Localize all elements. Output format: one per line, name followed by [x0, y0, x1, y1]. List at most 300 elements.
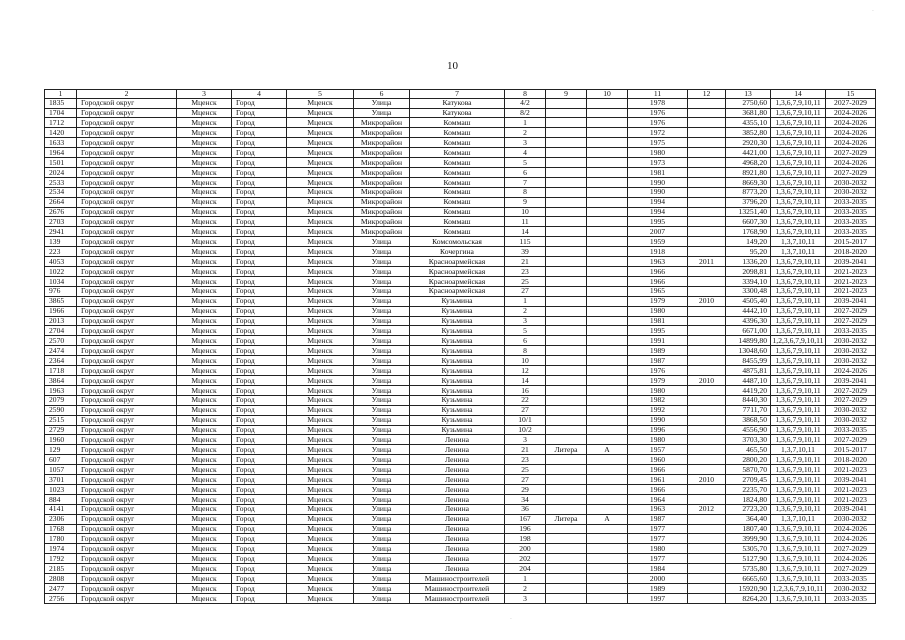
- table-row: [45, 385, 876, 395]
- settlement-type-cell: Город: [232, 356, 287, 366]
- year-built-cell: 1980: [628, 435, 688, 445]
- record-id-cell: 1963: [45, 385, 77, 395]
- reconstruction-year-cell: [688, 197, 726, 207]
- building-litera-cell: [546, 524, 587, 534]
- municipality-cell: Мценск: [177, 128, 232, 138]
- street-type-cell: Улица: [354, 316, 410, 326]
- building-letter-cell: [587, 405, 628, 415]
- building-letter-cell: [587, 167, 628, 177]
- municipality-cell: Мценск: [177, 405, 232, 415]
- house-number-cell: 4: [505, 148, 546, 158]
- settlement-type-cell: Город: [232, 484, 287, 494]
- reconstruction-year-cell: [688, 158, 726, 168]
- planned-period-cell: 2024-2026: [826, 118, 876, 128]
- municipality-type-cell: Городской округ: [77, 128, 177, 138]
- reconstruction-year-cell: [688, 593, 726, 603]
- building-letter-cell: [587, 138, 628, 148]
- record-id-cell: 1633: [45, 138, 77, 148]
- municipality-type-cell: Городской округ: [77, 247, 177, 257]
- building-litera-cell: [546, 425, 587, 435]
- year-built-cell: 1989: [628, 346, 688, 356]
- area-cell: 8455,99: [726, 356, 771, 366]
- work-types-cell: 1,3,6,7,9,10,11: [771, 465, 826, 475]
- planned-period-cell: 2033-2035: [826, 425, 876, 435]
- municipality-type-cell: Городской округ: [77, 544, 177, 554]
- planned-period-cell: 2030-2032: [826, 336, 876, 346]
- settlement-type-cell: Город: [232, 465, 287, 475]
- municipality-cell: Мценск: [177, 574, 232, 584]
- planned-period-cell: 2021-2023: [826, 465, 876, 475]
- year-built-cell: 1959: [628, 237, 688, 247]
- settlement-cell: Мценск: [287, 455, 354, 465]
- settlement-type-cell: Город: [232, 514, 287, 524]
- area-cell: 5870,70: [726, 465, 771, 475]
- house-number-cell: 204: [505, 564, 546, 574]
- house-number-cell: 3: [505, 593, 546, 603]
- area-cell: 3796,20: [726, 197, 771, 207]
- municipality-type-cell: Городской округ: [77, 405, 177, 415]
- house-number-cell: 29: [505, 484, 546, 494]
- table-row: [45, 326, 876, 336]
- table-row: [45, 207, 876, 217]
- settlement-cell: Мценск: [287, 593, 354, 603]
- building-litera-cell: [546, 475, 587, 485]
- work-types-cell: 1,3,6,7,9,10,11: [771, 128, 826, 138]
- area-cell: 364,40: [726, 514, 771, 524]
- area-cell: 13251,40: [726, 207, 771, 217]
- street-name-cell: Коммаш: [410, 207, 505, 217]
- area-cell: 6665,60: [726, 574, 771, 584]
- building-letter-cell: [587, 534, 628, 544]
- municipality-type-cell: Городской округ: [77, 227, 177, 237]
- settlement-type-cell: Город: [232, 574, 287, 584]
- street-type-cell: Улица: [354, 584, 410, 594]
- house-number-cell: 1: [505, 118, 546, 128]
- municipality-type-cell: Городской округ: [77, 118, 177, 128]
- planned-period-cell: 2024-2026: [826, 138, 876, 148]
- street-name-cell: Ленина: [410, 554, 505, 564]
- municipality-cell: Мценск: [177, 584, 232, 594]
- municipality-type-cell: Городской округ: [77, 514, 177, 524]
- work-types-cell: 1,3,6,7,9,10,11: [771, 593, 826, 603]
- table-row: [45, 167, 876, 177]
- street-name-cell: Ленина: [410, 524, 505, 534]
- settlement-cell: Мценск: [287, 554, 354, 564]
- record-id-cell: 2306: [45, 514, 77, 524]
- work-types-cell: 1,3,6,7,9,10,11: [771, 326, 826, 336]
- settlement-cell: Мценск: [287, 445, 354, 455]
- municipality-cell: Мценск: [177, 445, 232, 455]
- building-letter-cell: [587, 554, 628, 564]
- street-type-cell: Микрорайон: [354, 217, 410, 227]
- column-number: 9: [546, 90, 587, 99]
- record-id-cell: 607: [45, 455, 77, 465]
- house-number-cell: 21: [505, 257, 546, 267]
- table-row: [45, 217, 876, 227]
- building-litera-cell: [546, 395, 587, 405]
- work-types-cell: 1,3,6,7,9,10,11: [771, 484, 826, 494]
- work-types-cell: 1,3,6,7,9,10,11: [771, 207, 826, 217]
- planned-period-cell: 2024-2026: [826, 128, 876, 138]
- settlement-cell: Мценск: [287, 524, 354, 534]
- area-cell: 8921,80: [726, 167, 771, 177]
- work-types-cell: 1,3,6,7,9,10,11: [771, 504, 826, 514]
- settlement-type-cell: Город: [232, 177, 287, 187]
- house-number-cell: 167: [505, 514, 546, 524]
- work-types-cell: 1,3,6,7,9,10,11: [771, 108, 826, 118]
- settlement-type-cell: Город: [232, 108, 287, 118]
- year-built-cell: 1984: [628, 564, 688, 574]
- municipality-cell: Мценск: [177, 98, 232, 108]
- reconstruction-year-cell: [688, 415, 726, 425]
- municipality-type-cell: Городской округ: [77, 385, 177, 395]
- work-types-cell: 1,3,6,7,9,10,11: [771, 554, 826, 564]
- municipality-type-cell: Городской округ: [77, 217, 177, 227]
- building-litera-cell: [546, 98, 587, 108]
- house-number-cell: 3: [505, 316, 546, 326]
- building-letter-cell: [587, 257, 628, 267]
- settlement-cell: Мценск: [287, 118, 354, 128]
- house-number-cell: 8: [505, 346, 546, 356]
- table-row: [45, 247, 876, 257]
- planned-period-cell: 2021-2023: [826, 494, 876, 504]
- municipality-cell: Мценск: [177, 385, 232, 395]
- table-row: [45, 494, 876, 504]
- street-type-cell: Улица: [354, 564, 410, 574]
- settlement-type-cell: Город: [232, 445, 287, 455]
- street-type-cell: Микрорайон: [354, 187, 410, 197]
- municipality-type-cell: Городской округ: [77, 425, 177, 435]
- planned-period-cell: 2030-2032: [826, 177, 876, 187]
- area-cell: 3300,48: [726, 286, 771, 296]
- table-row: [45, 584, 876, 594]
- building-litera-cell: [546, 415, 587, 425]
- year-built-cell: 1990: [628, 187, 688, 197]
- municipality-cell: Мценск: [177, 415, 232, 425]
- planned-period-cell: 2039-2041: [826, 296, 876, 306]
- building-letter-cell: [587, 504, 628, 514]
- planned-period-cell: 2030-2032: [826, 415, 876, 425]
- settlement-cell: Мценск: [287, 494, 354, 504]
- planned-period-cell: 2015-2017: [826, 237, 876, 247]
- area-cell: 465,50: [726, 445, 771, 455]
- planned-period-cell: 2030-2032: [826, 356, 876, 366]
- municipality-type-cell: Городской округ: [77, 484, 177, 494]
- municipality-cell: Мценск: [177, 286, 232, 296]
- building-litera-cell: Литера: [546, 514, 587, 524]
- planned-period-cell: 2024-2026: [826, 108, 876, 118]
- record-id-cell: 4141: [45, 504, 77, 514]
- planned-period-cell: 2033-2035: [826, 574, 876, 584]
- building-letter-cell: [587, 455, 628, 465]
- building-letter-cell: [587, 544, 628, 554]
- year-built-cell: 1995: [628, 326, 688, 336]
- municipality-cell: Мценск: [177, 564, 232, 574]
- reconstruction-year-cell: [688, 98, 726, 108]
- reconstruction-year-cell: [688, 326, 726, 336]
- reconstruction-year-cell: [688, 267, 726, 277]
- work-types-cell: 1,3,6,7,9,10,11: [771, 296, 826, 306]
- street-name-cell: Кузьмина: [410, 326, 505, 336]
- year-built-cell: 2000: [628, 574, 688, 584]
- settlement-cell: Мценск: [287, 217, 354, 227]
- work-types-cell: 1,3,6,7,9,10,11: [771, 286, 826, 296]
- building-letter-cell: [587, 296, 628, 306]
- settlement-type-cell: Город: [232, 475, 287, 485]
- building-litera-cell: [546, 207, 587, 217]
- column-number: 15: [826, 90, 876, 99]
- table-row: [45, 445, 876, 455]
- building-litera-cell: [546, 574, 587, 584]
- reconstruction-year-cell: 2010: [688, 375, 726, 385]
- area-cell: 5127,90: [726, 554, 771, 564]
- record-id-cell: 1966: [45, 306, 77, 316]
- year-built-cell: 1977: [628, 554, 688, 564]
- street-type-cell: Микрорайон: [354, 118, 410, 128]
- municipality-type-cell: Городской округ: [77, 286, 177, 296]
- settlement-cell: Мценск: [287, 415, 354, 425]
- record-id-cell: 2515: [45, 415, 77, 425]
- house-number-cell: 10: [505, 356, 546, 366]
- house-number-cell: 8/2: [505, 108, 546, 118]
- area-cell: 8264,20: [726, 593, 771, 603]
- record-id-cell: 2570: [45, 336, 77, 346]
- planned-period-cell: 2030-2032: [826, 405, 876, 415]
- area-cell: 15920,90: [726, 584, 771, 594]
- reconstruction-year-cell: [688, 405, 726, 415]
- municipality-cell: Мценск: [177, 187, 232, 197]
- table-row: [45, 267, 876, 277]
- building-letter-cell: [587, 267, 628, 277]
- building-litera-cell: [546, 356, 587, 366]
- settlement-type-cell: Город: [232, 237, 287, 247]
- reconstruction-year-cell: [688, 316, 726, 326]
- street-name-cell: Кузьмина: [410, 356, 505, 366]
- building-letter-cell: [587, 118, 628, 128]
- year-built-cell: 1991: [628, 336, 688, 346]
- area-cell: 5735,80: [726, 564, 771, 574]
- area-cell: 4556,90: [726, 425, 771, 435]
- building-litera-cell: [546, 227, 587, 237]
- table-row: [45, 524, 876, 534]
- street-type-cell: Улица: [354, 534, 410, 544]
- municipality-type-cell: Городской округ: [77, 504, 177, 514]
- municipality-type-cell: Городской округ: [77, 148, 177, 158]
- area-cell: 1336,20: [726, 257, 771, 267]
- record-id-cell: 1057: [45, 465, 77, 475]
- column-number: 5: [287, 90, 354, 99]
- street-name-cell: Кочергина: [410, 247, 505, 257]
- reconstruction-year-cell: [688, 524, 726, 534]
- municipality-cell: Мценск: [177, 167, 232, 177]
- building-litera-cell: [546, 118, 587, 128]
- area-cell: 1807,40: [726, 524, 771, 534]
- street-name-cell: Ленина: [410, 435, 505, 445]
- year-built-cell: 1982: [628, 395, 688, 405]
- building-letter-cell: [587, 237, 628, 247]
- year-built-cell: 2007: [628, 227, 688, 237]
- building-litera-cell: [546, 494, 587, 504]
- street-type-cell: Улица: [354, 415, 410, 425]
- settlement-type-cell: Город: [232, 138, 287, 148]
- planned-period-cell: 2021-2023: [826, 276, 876, 286]
- record-id-cell: 2704: [45, 326, 77, 336]
- municipality-cell: Мценск: [177, 227, 232, 237]
- municipality-cell: Мценск: [177, 197, 232, 207]
- municipality-type-cell: Городской округ: [77, 306, 177, 316]
- record-id-cell: 1022: [45, 267, 77, 277]
- column-number-row: [45, 90, 876, 99]
- municipality-cell: Мценск: [177, 276, 232, 286]
- building-letter-cell: А: [587, 445, 628, 455]
- year-built-cell: 1987: [628, 356, 688, 366]
- record-id-cell: 1964: [45, 148, 77, 158]
- house-number-cell: 9: [505, 197, 546, 207]
- year-built-cell: 1963: [628, 504, 688, 514]
- settlement-type-cell: Город: [232, 207, 287, 217]
- reconstruction-year-cell: [688, 584, 726, 594]
- settlement-type-cell: Город: [232, 227, 287, 237]
- municipality-type-cell: Городской округ: [77, 336, 177, 346]
- reconstruction-year-cell: [688, 544, 726, 554]
- year-built-cell: 1957: [628, 445, 688, 455]
- settlement-cell: Мценск: [287, 197, 354, 207]
- table-row: [45, 435, 876, 445]
- year-built-cell: 1980: [628, 148, 688, 158]
- settlement-cell: Мценск: [287, 167, 354, 177]
- street-name-cell: Ленина: [410, 504, 505, 514]
- street-type-cell: Улица: [354, 326, 410, 336]
- street-type-cell: Улица: [354, 346, 410, 356]
- planned-period-cell: 2033-2035: [826, 593, 876, 603]
- year-built-cell: 1918: [628, 247, 688, 257]
- table-row: [45, 504, 876, 514]
- building-litera-cell: [546, 455, 587, 465]
- area-cell: 8669,30: [726, 177, 771, 187]
- municipality-cell: Мценск: [177, 435, 232, 445]
- work-types-cell: 1,3,6,7,9,10,11: [771, 544, 826, 554]
- settlement-type-cell: Город: [232, 286, 287, 296]
- street-name-cell: Коммаш: [410, 128, 505, 138]
- street-type-cell: Улица: [354, 366, 410, 376]
- house-number-cell: 10/1: [505, 415, 546, 425]
- year-built-cell: 1980: [628, 306, 688, 316]
- municipality-cell: Мценск: [177, 425, 232, 435]
- column-number: 10: [587, 90, 628, 99]
- house-number-cell: 36: [505, 504, 546, 514]
- reconstruction-year-cell: [688, 346, 726, 356]
- work-types-cell: 1,3,6,7,9,10,11: [771, 475, 826, 485]
- work-types-cell: 1,3,6,7,9,10,11: [771, 346, 826, 356]
- table-row: [45, 534, 876, 544]
- work-types-cell: 1,2,3,6,7,9,10,11: [771, 336, 826, 346]
- settlement-type-cell: Город: [232, 415, 287, 425]
- street-name-cell: Кузьмина: [410, 425, 505, 435]
- settlement-type-cell: Город: [232, 366, 287, 376]
- building-letter-cell: [587, 316, 628, 326]
- area-cell: 4421,00: [726, 148, 771, 158]
- table-row: [45, 465, 876, 475]
- planned-period-cell: 2033-2035: [826, 326, 876, 336]
- reconstruction-year-cell: [688, 435, 726, 445]
- street-type-cell: Улица: [354, 405, 410, 415]
- municipality-cell: Мценск: [177, 177, 232, 187]
- work-types-cell: 1,3,6,7,9,10,11: [771, 187, 826, 197]
- house-number-cell: 198: [505, 534, 546, 544]
- record-id-cell: 1960: [45, 435, 77, 445]
- table-row: [45, 475, 876, 485]
- planned-period-cell: 2033-2035: [826, 207, 876, 217]
- street-type-cell: Улица: [354, 574, 410, 584]
- reconstruction-year-cell: [688, 207, 726, 217]
- street-name-cell: Кузьмина: [410, 385, 505, 395]
- work-types-cell: 1,3,6,7,9,10,11: [771, 306, 826, 316]
- table-row: [45, 296, 876, 306]
- street-name-cell: Коммаш: [410, 177, 505, 187]
- street-name-cell: Коммаш: [410, 227, 505, 237]
- building-litera-cell: [546, 465, 587, 475]
- settlement-cell: Мценск: [287, 286, 354, 296]
- record-id-cell: 223: [45, 247, 77, 257]
- street-type-cell: Улица: [354, 267, 410, 277]
- street-type-cell: Улица: [354, 484, 410, 494]
- municipality-type-cell: Городской округ: [77, 138, 177, 148]
- reconstruction-year-cell: [688, 306, 726, 316]
- record-id-cell: 2590: [45, 405, 77, 415]
- house-number-cell: 3: [505, 138, 546, 148]
- settlement-cell: Мценск: [287, 247, 354, 257]
- municipality-type-cell: Городской округ: [77, 375, 177, 385]
- planned-period-cell: 2027-2029: [826, 167, 876, 177]
- building-litera-cell: [546, 484, 587, 494]
- street-type-cell: Улица: [354, 455, 410, 465]
- house-number-cell: 200: [505, 544, 546, 554]
- year-built-cell: 1994: [628, 197, 688, 207]
- planned-period-cell: 2039-2041: [826, 257, 876, 267]
- reconstruction-year-cell: [688, 455, 726, 465]
- building-litera-cell: [546, 187, 587, 197]
- work-types-cell: 1,3,6,7,9,10,11: [771, 534, 826, 544]
- area-cell: 4419,20: [726, 385, 771, 395]
- work-types-cell: 1,3,7,10,11: [771, 237, 826, 247]
- street-name-cell: Машиностроителей: [410, 593, 505, 603]
- settlement-type-cell: Город: [232, 593, 287, 603]
- settlement-cell: Мценск: [287, 504, 354, 514]
- municipality-type-cell: Городской округ: [77, 108, 177, 118]
- house-number-cell: 21: [505, 445, 546, 455]
- planned-period-cell: 2024-2026: [826, 366, 876, 376]
- street-name-cell: Красноармейская: [410, 286, 505, 296]
- work-types-cell: 1,3,6,7,9,10,11: [771, 148, 826, 158]
- record-id-cell: 2533: [45, 177, 77, 187]
- reconstruction-year-cell: [688, 385, 726, 395]
- table-row: [45, 286, 876, 296]
- record-id-cell: 1780: [45, 534, 77, 544]
- work-types-cell: 1,3,6,7,9,10,11: [771, 524, 826, 534]
- planned-period-cell: 2030-2032: [826, 584, 876, 594]
- municipality-type-cell: Городской округ: [77, 366, 177, 376]
- settlement-cell: Мценск: [287, 336, 354, 346]
- building-letter-cell: [587, 148, 628, 158]
- municipality-cell: Мценск: [177, 465, 232, 475]
- year-built-cell: 1997: [628, 593, 688, 603]
- planned-period-cell: 2021-2023: [826, 267, 876, 277]
- settlement-type-cell: Город: [232, 405, 287, 415]
- house-number-cell: 23: [505, 267, 546, 277]
- building-letter-cell: [587, 326, 628, 336]
- street-name-cell: Кузьмина: [410, 366, 505, 376]
- building-litera-cell: [546, 544, 587, 554]
